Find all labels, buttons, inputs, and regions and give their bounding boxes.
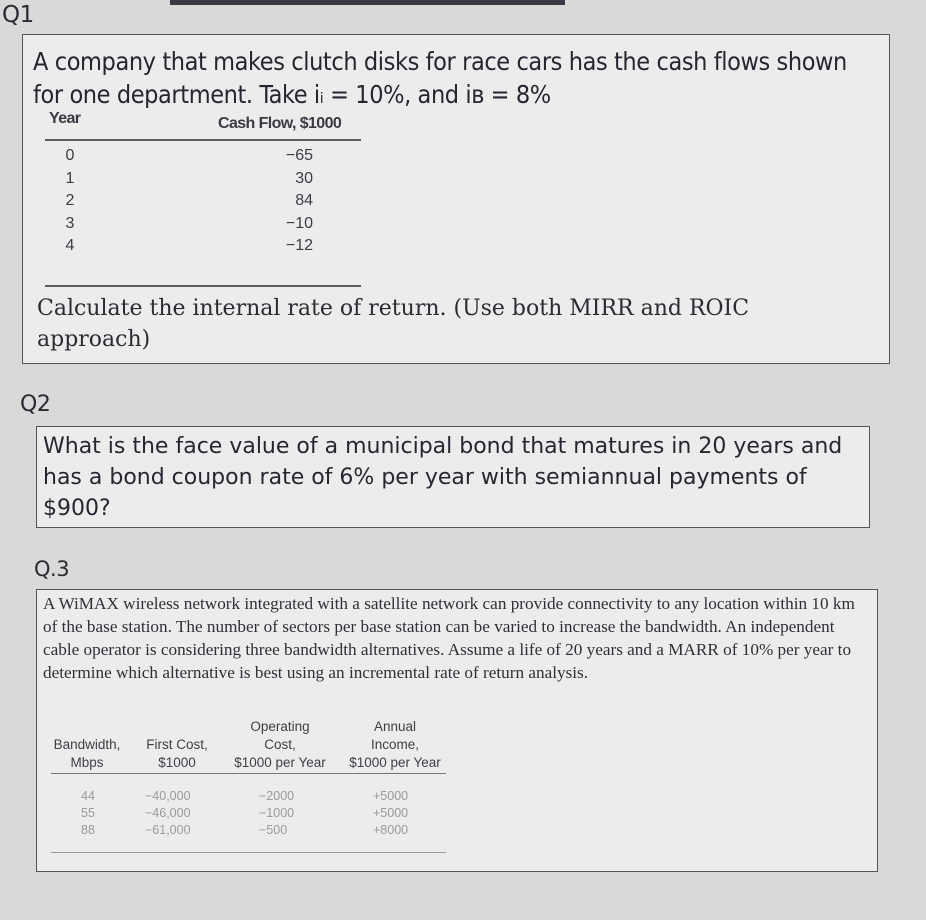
question-1-label: Q1 [2,2,34,28]
q1-header-year: Year [49,110,81,127]
question-2-text: What is the face value of a municipal bond that matures in 20 years and has a bond coupon rate of 6% per year with semiannual payments of $900? [43,434,843,521]
q1-cash-flow-cell: 84 [295,192,313,209]
q3-table-cell: −1000 [259,806,295,820]
question-1-instruction: Calculate the internal rate of return. (Use both MIRR and ROIC approach) [37,296,750,352]
question-1-box [22,34,890,364]
q3-header-first-cost: First Cost, $1000 [146,737,208,770]
top-edge-bar [170,0,565,5]
question-3-label: Q.3 [34,557,70,581]
q1-table-bottom-rule [45,285,361,287]
q3-header-annual-income: Annual Income, $1000 per Year [349,719,441,770]
q3-operating-cost-column [259,788,294,839]
q1-cash-flow-column [253,145,313,258]
q3-table-cell: 88 [81,823,95,837]
q3-table-cell: +5000 [373,806,409,820]
q1-cash-flow-cell: −65 [285,147,313,164]
q3-table-bottom-rule [51,852,446,853]
question-2-box [36,426,870,528]
q3-table-header-rule [51,773,446,774]
question-3-box [36,589,878,872]
q3-header-operating-cost: Operating Cost, $1000 per Year [234,719,326,770]
q1-header-cash-flow: Cash Flow, $1000 [218,115,342,132]
q3-bandwidth-column [81,788,95,839]
question-1-text: A company that makes clutch disks for race cars has the cash flows shown for one department. Take iᵢ = 10%, and iʙ = 8% [33,47,847,109]
q1-table-header-rule [45,139,361,141]
q3-table-cell: −40,000 [145,789,191,803]
q1-cash-flow-cell: −10 [285,214,313,232]
q1-year-cell: 2 [65,192,75,209]
q3-table-cell: 55 [81,806,95,820]
q3-table-cell: −2000 [259,789,295,803]
q3-table-cell: −46,000 [145,806,191,820]
q1-year-cell: 4 [65,237,75,254]
question-2-label: Q2 [20,392,51,417]
q3-table-cell: +5000 [373,789,409,803]
q1-year-cell: 3 [65,214,75,232]
q1-year-cell: 1 [65,169,75,187]
q3-header-bandwidth: Bandwidth, Mbps [53,737,121,770]
question-3-text: A WiMAX wireless network integrated with a satellite network can provide connectivity to any location within 10 km of the base station. The number of sectors per base station can be varied to increase the bandwidth. An independent cable operator is considering three bandwidth alternatives. Assume a life of 20 years and a MARR of 10% per year to determine which alternative is best using an incremental rate of return analysis. [43,594,855,682]
q3-annual-income-column [373,788,408,839]
q3-table-cell: −500 [259,823,288,837]
q3-first-cost-column [145,788,191,839]
q3-table-cell: −61,000 [145,823,191,837]
q1-year-cell: 0 [65,147,75,164]
q3-table-cell: 44 [81,789,95,803]
q1-year-column [63,145,77,258]
q1-cash-flow-cell: 30 [295,169,313,187]
q3-table-cell: +8000 [373,823,409,837]
q1-cash-flow-cell: −12 [285,237,313,254]
